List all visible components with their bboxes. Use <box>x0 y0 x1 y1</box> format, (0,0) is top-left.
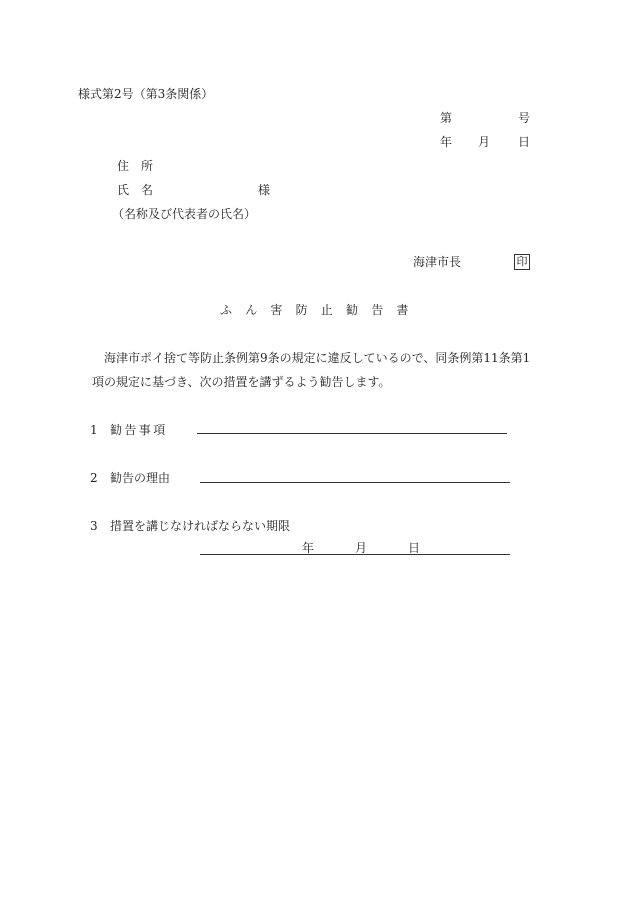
item-1-blank-line[interactable] <box>197 433 507 434</box>
doc-number-suffix: 号 <box>518 111 531 125</box>
item-2-number: 2 <box>90 471 98 485</box>
deadline-year: 年 <box>302 541 315 555</box>
deadline-month: 月 <box>355 541 368 555</box>
name-label: 氏 名 <box>117 183 154 197</box>
recipient-note: （名称及び代表者の氏名） <box>112 207 257 221</box>
issuer-title: 海津市長 <box>413 255 462 269</box>
item-1-number: 1 <box>90 423 98 437</box>
item-2-label: 勧告の理由 <box>110 471 171 485</box>
date-month: 月 <box>478 135 491 149</box>
seal-mark: 印 <box>514 254 530 270</box>
item-1-label: 勧告事項 <box>110 423 168 437</box>
address-label: 住 所 <box>117 159 154 173</box>
item-2-blank-line[interactable] <box>200 482 510 483</box>
date-year: 年 <box>440 135 453 149</box>
deadline-day: 日 <box>408 541 421 555</box>
item-3-number: 3 <box>90 519 98 533</box>
doc-number-prefix: 第 <box>440 111 453 125</box>
body-text-line-1: 海津市ポイ捨て等防止条例第9条の規定に違反しているので、同条例第11条第1 <box>104 351 531 365</box>
body-text-line-2: 項の規定に基づき、次の措置を講ずるよう勧告します。 <box>92 375 391 389</box>
item-3-label: 措置を講じなければならない期限 <box>110 519 291 533</box>
form-label: 様式第2号（第3条関係） <box>78 87 214 101</box>
date-day: 日 <box>518 135 531 149</box>
document-title: ふん害防止勧告書 <box>220 303 422 317</box>
honorific: 様 <box>258 183 271 197</box>
deadline-blank-line[interactable] <box>200 554 510 555</box>
